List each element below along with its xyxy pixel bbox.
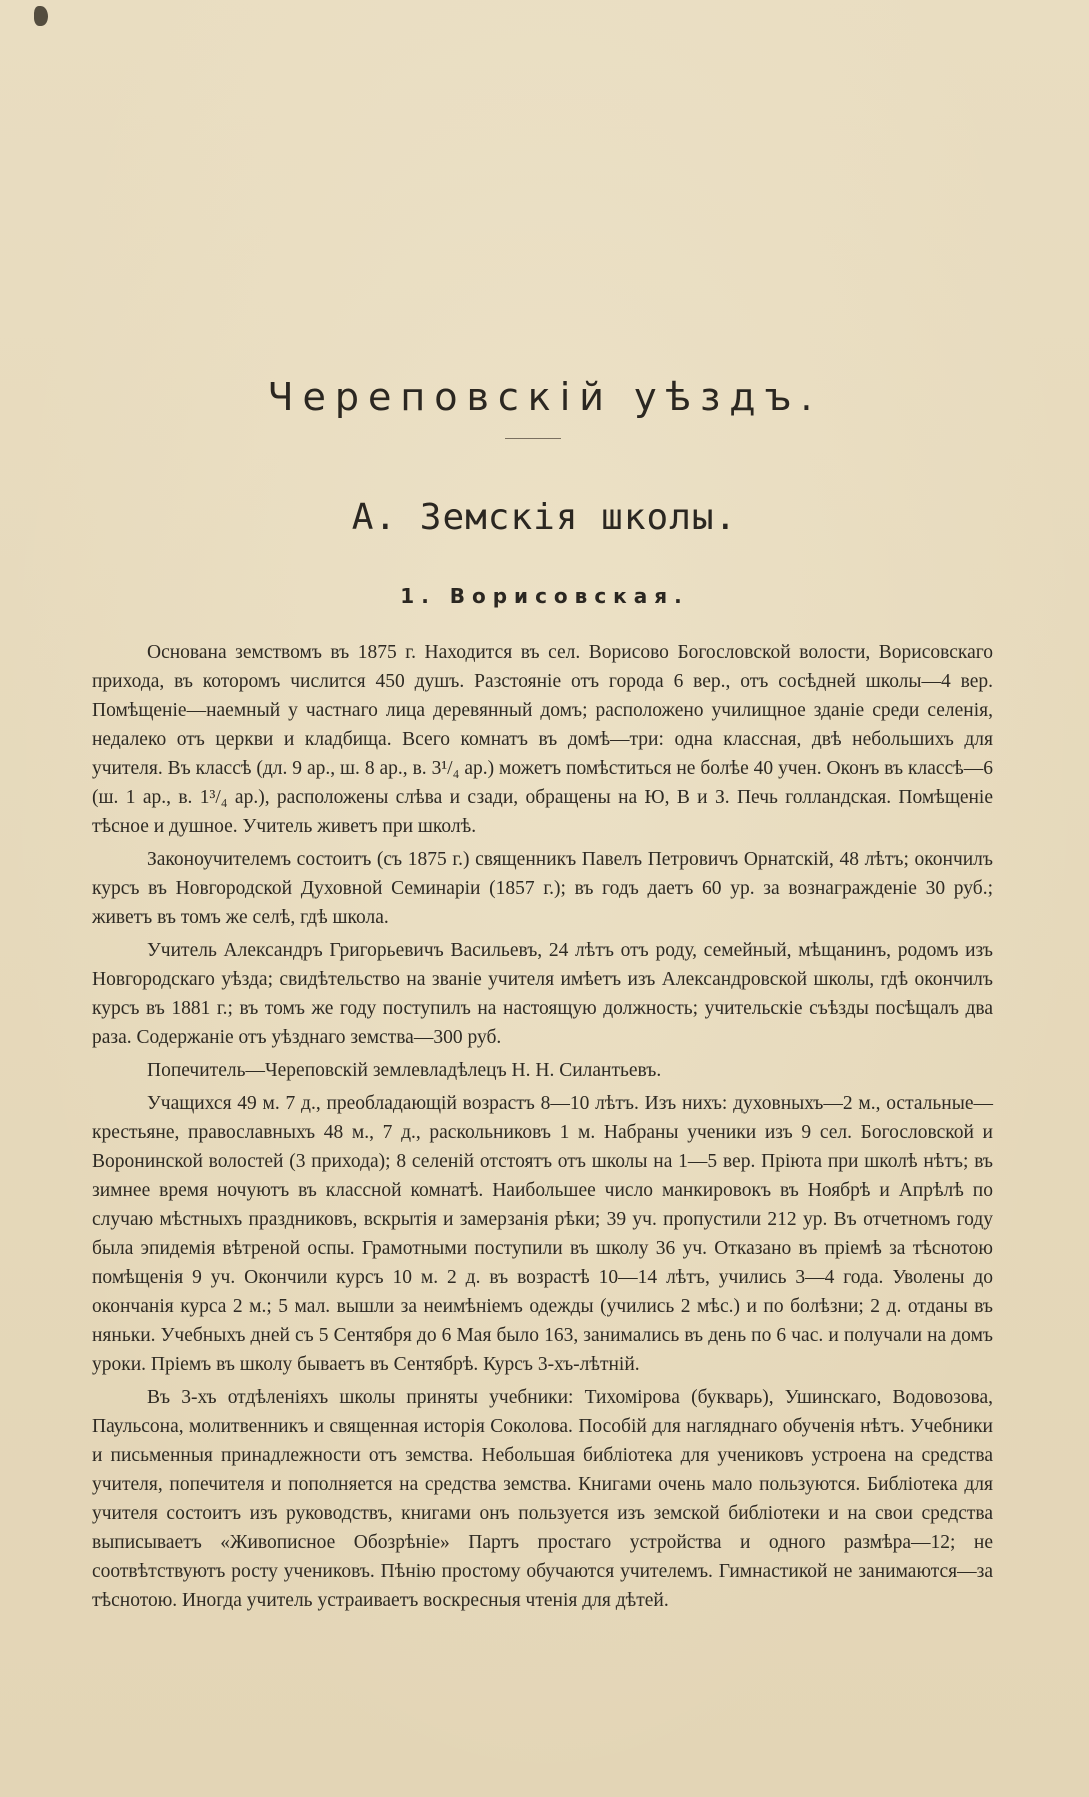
ink-blot (34, 6, 48, 26)
title-divider (505, 438, 561, 439)
page-title: Череповскій уѣздъ. (267, 375, 822, 419)
paragraph-religious-teacher: Законоучителемъ состоитъ (съ 1875 г.) священникъ Павелъ Петровичъ Орнатскій, 48 лѣтъ; окончилъ курсъ въ Новгородской Духовной Семинаріи (1857 г.); въ годъ даетъ 60 ур. за вознагражденіе 30 руб.; живетъ въ томъ же селѣ, гдѣ школа. (92, 849, 993, 928)
paragraph-trustee: Попечитель—Череповскій землевладѣлецъ Н. Н. Силантьевъ. (147, 1060, 662, 1081)
paragraph-textbooks: Въ 3-хъ отдѣленіяхъ школы приняты учебники: Тихоміровa (букварь), Ушинскаго, Водовозова, Паульсона, молитвенникъ и священная исторія Соколова. Пособій для нагляднаго обученія нѣтъ. Учебники и письменныя принадлежности отъ земства. Небольшая библіотека для учениковъ устроена на средства учителя, попечителя и пополняется на средства земства. Книгами очень мало пользуются. Библіотека для учителя состоитъ изъ руководствъ, книгами онъ пользуется изъ земской библіотеки и на свои средства выписываетъ «Живописное Обозрѣніе» Партъ простаго устройства и одного размѣра—12; не соотвѣтствуютъ росту учениковъ. Пѣнію простому обучаются учителемъ. Гимнастикой не занимаются—за тѣснотою. Иногда учитель устраиваетъ воскресныя чтенія для дѣтей. (92, 1387, 993, 1611)
school-heading: 1. Ворисовская. (400, 584, 689, 608)
section-heading: А. Земскія школы. (351, 497, 738, 538)
paragraph-teacher: Учитель Александръ Григорьевичъ Васильевъ, 24 лѣтъ отъ роду, семейный, мѣщанинъ, родомъ изъ Новгородскаго уѣзда; свидѣтельство на званіе учителя имѣетъ изъ Александровской школы, гдѣ окончилъ курсъ въ 1881 г.; въ томъ же году поступилъ на настоящую должность; учительскіе съѣзды посѣщалъ два раза. Содержаніе отъ уѣзднаго земства—300 руб. (92, 940, 993, 1048)
paragraph-pupils: Учащихся 49 м. 7 д., преобладающій возрастъ 8—10 лѣтъ. Изъ нихъ: духовныхъ—2 м., остальные—крестьяне, православныхъ 48 м., 7 д., раскольниковъ 1 м. Набраны ученики изъ 9 сел. Богословской и Воронинской волостей (3 прихода); 8 селеній отстоятъ отъ школы на 1—5 вер. Пріюта при школѣ нѣтъ; въ зимнее время ночуютъ въ классной комнатѣ. Наибольшее число манкировокъ въ Ноябрѣ и Апрѣлѣ по случаю мѣстныхъ праздниковъ, вскрытія и замерзанія рѣки; 39 уч. пропустили 212 ур. Въ отчетномъ году была эпидемія вѣтреной оспы. Грамотными поступили въ школу 36 уч. Отказано въ пріемѣ за тѣснотою помѣщенія 9 уч. Окончили курсъ 10 м. 2 д. въ возрастѣ 10—14 лѣтъ, учились 3—4 года. Уволены до окончанія курса 2 м.; 5 мал. вышли за неимѣніемъ одежды (учились 2 мѣс.) и по болѣзни; 2 д. отданы въ няньки. Учебныхъ дней съ 5 Сентября до 6 Мая было 163, занимались въ день по 6 час. и получали на домъ уроки. Пріемъ въ школу бываетъ въ Сентябрѣ. Курсъ 3-хъ-лѣтній. (92, 1093, 993, 1375)
body-text (92, 638, 993, 1615)
paragraph-foundation: Основана земствомъ въ 1875 г. Находится въ сел. Ворисово Богословской волости, Ворисовскаго прихода, въ которомъ числится 450 душъ. Разстояніе отъ города 6 вер., отъ сосѣдней школы—4 вер. Помѣщеніе—наемный у частнаго лица деревянный домъ; расположено училищное зданіе среди селенія, недалеко отъ церкви и кладбища. Всего комнатъ въ домѣ—три: одна классная, двѣ небольшихъ для учителя. Въ классѣ (дл. 9 ар., ш. 8 ар., в. 3¹/₄ ар.) можетъ помѣститься не болѣе 40 учен. Оконъ въ классѣ—6 (ш. 1 ар., в. 1³/₄ ар.), расположены слѣва и сзади, обращены на Ю, В и З. Печь голландская. Помѣщеніе тѣсное и душное. Учитель живетъ при школѣ. (92, 642, 993, 837)
